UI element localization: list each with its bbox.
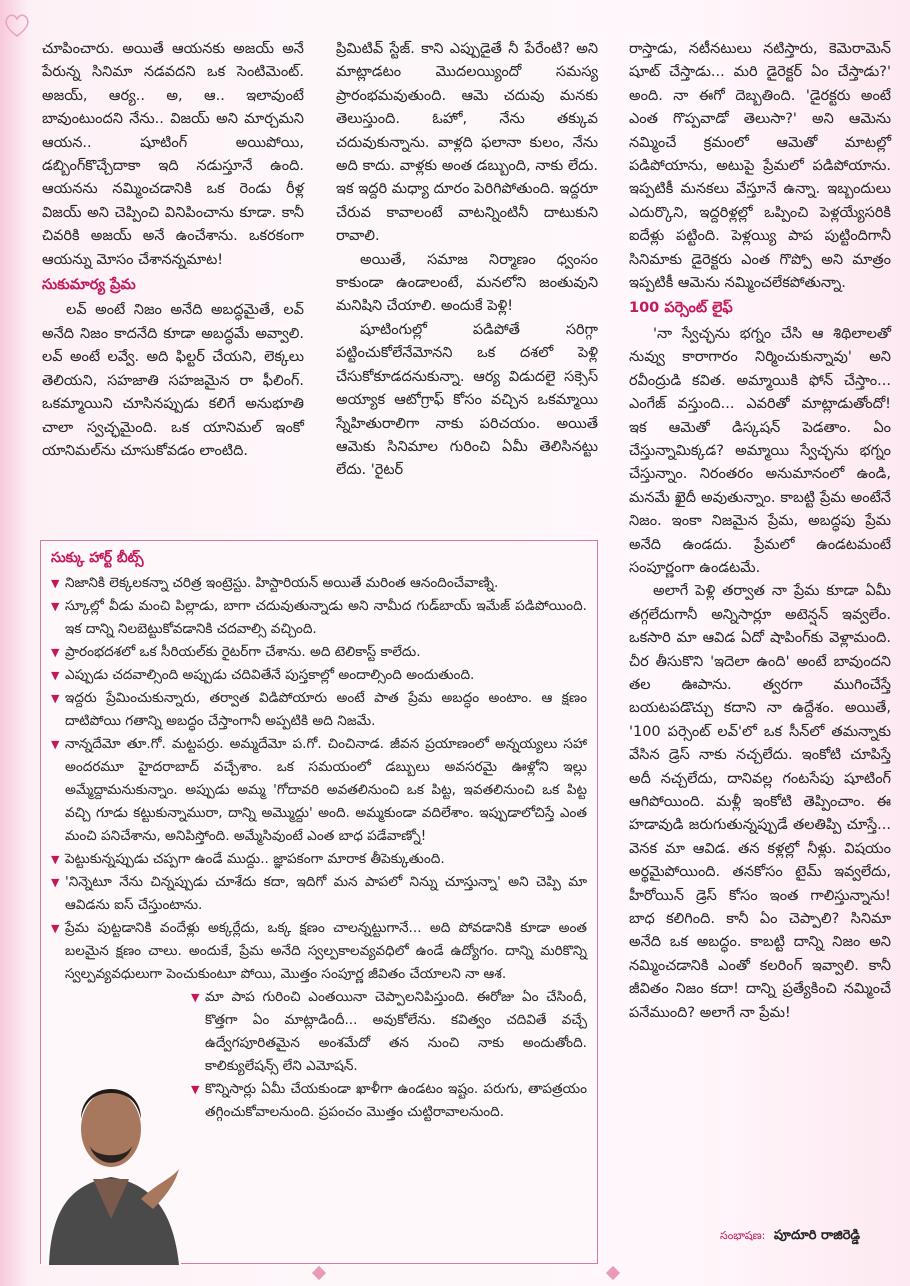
box-bullet-lower: ▼ మా పాప గురించి ఎంతయినా చెప్పాలనిపిస్తుంది. ఈరోజు ఏం చేసిందీ, కొత్తగా ఏం మాట్లాడిందీ... అవుకోలేను. కవిత్వం చదివితే వచ్చే ఉద్వేగపూరితమైన అంశమేదో తన నుంచి నాకు అందుతోంది. కాలిక్యులేషన్స్ లేని ఎమోషన్.: [191, 986, 587, 1078]
col3-paragraph-2: 'నా స్వేచ్ఛను భగ్నం చేసి ఆ శిథిలాలతో నువ్వు కారాగారం నిర్మించుకున్నావు' అని రవీంద్రుడి కవిత. అమ్మాయికి ఫోన్ చేస్తాం... ఎంగేజ్ వస్తుంది... ఎవరితో మాట్లాడుతోందో! ఇక ఆమెతో డిస్కషన్ పెడతాం. ఏం చేస్తున్నామిక్కడ? అమ్మాయి స్వేచ్ఛను భగ్నం చేస్తున్నాం. నిరంతరం అనుమానంలో ఉండి, మనమే ఖైదీ అవుతున్నాం. కాబట్టి ప్రేమ అంటేనే నిజం. ఇంకా నిజమైన ప్రేమ, అబద్ధపు ప్రేమ అనేది ఉండదు. ప్రేమలో ఉండటమంటే సంపూర్ణంగా ఉండటమే.: [629, 325, 891, 576]
triangle-bullet-icon: ▼: [191, 991, 200, 1004]
col2-paragraph-1: ప్రిమిటివ్ స్టేజ్. కాని ఎప్పుడైతే నీ పేరేంటి? అని మాట్లాడటం మొదలయ్యిందో సమస్య ప్రారంభమవుతుంది. ఆమె చదువు మనకు తెలుస్తుంది. ఓహో, నేను తక్కువ చదువుకున్నాను. వాళ్లది ఫలానా కులం, నేను అది కాదు. వాళ్లకు అంత డబ్బుంది, నాకు లేదు. ఇక ఇద్దరి మధ్యా దూరం పెరిగిపోతుంది. ఇద్దరూ చేరువ కావాలంటే వాటన్నింటినీ దాటుకుని రావాలి.: [336, 41, 598, 245]
diamond-ornament-icon: [606, 1266, 620, 1280]
box-bullet: ▼ నిజానికి లెక్కలకన్నా చరిత్ర ఇంట్రెస్టు. హిస్టారియన్ అయితే మరింత ఆనందించేవాణ్ని.: [51, 572, 587, 595]
col3-paragraph-3: అలాగే పెళ్లి తర్వాత నా ప్రేమ కూడా ఏమీ తగ్గలేదుగానీ అన్నిసార్లూ అటెన్షన్ ఇవ్వలేం. ఒకసారి మా ఆవిడ ఏదో షాపింగ్‌కు వెళ్లామంది. చీర తీసుకొని 'ఇదెలా ఉంది' అంటే బావుందని తల ఊపాను. త్వరగా ముగించేస్తే బయటపడొచ్చు కదాని నా ఉద్దేశం. అయితే, '100 పర్సెంట్ లవ్'లో ఒక సీన్‌లో తమన్నాకు వేసిన డ్రెస్ నాకు నచ్చలేదు. ఇంకోటి చూపిస్తే అదీ నచ్చలేదు, దానివల్ల గంటసేపు షూటింగ్ ఆగిపోయింది. మళ్లీ ఇంకోటి తెప్పించాం. ఈ హడావుడి జరుగుతున్నప్పుడే తలతిప్పి చూస్తే... వెనక మా ఆవిడ. తన కళ్లల్లో నీళ్లు. విషయం అర్థమైపోయింది. తనకోసం టైమ్ ఇవ్వలేదు, హీరోయిన్ డ్రెస్ కోసం ఇంత గాలిస్తున్నాను! బాధ కలిగింది. కానీ ఏం చెప్పాలి? సినిమా అనేది ఒక అబద్ధం. కాబట్టి దాన్ని నిజం అని నమ్మించడానికి ఎంతో కలరింగ్ ఇవ్వాలి. కానీ జీవితం నిజం కదా! దాన్ని ప్రత్యేకించి నమ్మించే పనేముంది? అలాగే నా ప్రేమ!: [629, 583, 891, 1021]
box-bullet: ▼ నాన్నదేమో తూ.గో. మట్టపర్రు. అమ్మదేమో ప.గో. చించినాడ. జీవన ప్రయాణంలో అన్నయ్యలు సహా అందరమూ హైదరాబాద్ వచ్చేశాం. ఒక సమయంలో డబ్బులు అవసరమై ఊళ్లోని ఇల్లు అమ్మేద్దామనుకున్నాం. అప్పుడు అమ్మ 'గోదావరి అవతలినుంచి ఒక పిట్ట, ఇవతలినుంచి ఒక పిట్ట వచ్చి గూడు కట్టుకున్నామురా, దాన్ని అమ్మొద్దు' అంది. అమ్మకుండా వదిలేశాం. ఇప్పుడాలోచిస్తే ఎంత మంచి పనిచేశాను, అనిపిస్తోంది. అమ్మేసివుంటే ఎంత బాధ పడేవాణ్నో!: [51, 733, 587, 848]
credit-label: సంభాషణ:: [720, 1229, 766, 1242]
triangle-bullet-icon: ▼: [191, 1083, 200, 1096]
triangle-bullet-icon: ▼: [51, 600, 60, 613]
column-2: [336, 38, 598, 483]
triangle-bullet-icon: ▼: [51, 922, 60, 935]
triangle-bullet-icon: ▼: [51, 646, 60, 659]
box-bullet-lower: ▼ కొన్నిసార్లు ఏమీ చేయకుండా ఖాళీగా ఉండటం ఇష్టం. పరుగు, తాపత్రయం తగ్గించుకోవాలనుంది. ప్రపంచం మొత్తం చుట్టిరావాలనుంది.: [191, 1078, 587, 1124]
section-heading-100-percent-life: 100 పర్సెంట్ లైఫ్: [629, 300, 733, 317]
box-bullet: ▼ పెట్టుకున్నప్పుడు చప్పగా ఉండే ముద్దు.. జ్ఞాపకంగా మారాక తీపెక్కుతుంది.: [51, 848, 587, 871]
column-3: [629, 38, 891, 1025]
section-heading-sukumarya-prema: సుకుమార్య ప్రేమ: [42, 277, 136, 294]
heart-ornament-icon: [2, 10, 32, 40]
triangle-bullet-icon: ▼: [51, 738, 60, 751]
box-bullet: ▼ స్కూల్లో వీడు మంచి పిల్లాడు, బాగా చదువుతున్నాడు అని నామీద గుడ్‌బాయ్ ఇమేజ్ పడిపోయింది. ఇక దాన్ని నిలబెట్టుకోవడానికి చదవాల్సి వచ్చింది.: [51, 595, 587, 641]
triangle-bullet-icon: ▼: [51, 692, 60, 705]
director-photo: [41, 1019, 181, 1265]
col2-paragraph-2: అయితే, సమాజ నిర్మాణం ధ్వంసం కాకుండా ఉండాలంటే, మనలోని జంతువుని మనిషిని చేయాలి. అందుకే పెళ్లి!: [336, 251, 598, 315]
box-bullet: ▼ ప్రారంభదశలో ఒక సీరియల్‌కు రైటర్‌గా చేశాను. అది టెలికాస్ట్ కాలేదు.: [51, 641, 587, 664]
credit-name: పూదూరి రాజిరెడ్డి: [773, 1228, 861, 1243]
box-bullet: ▼ 'నిన్నెటూ నేను చిన్నప్పుడు చూశేదు కదా, ఇదిగో మన పాపలో నిన్ను చూస్తున్నా' అని చెప్పి మా ఆవిడను ఐస్ చేస్తుంటాను.: [51, 871, 587, 917]
col3-paragraph-1: రాస్తాడు, నటీనటులు నటిస్తారు, కెమెరామెన్ షూట్ చేస్తాడు... మరి డైరెక్టర్ ఏం చేస్తాడు?' అంది. నా ఈగో దెబ్బతింది. 'డైరక్టరు అంటే ఎంత గొప్పవాడో తెలుసా?' అని ఆమెను నమ్మించే క్రమంలో ఆమెతో మాటల్లో పడిపోయాను, అటుపై ప్రేమలో పడిపోయాను. ఇప్పటికీ మనకలు వేస్తూనే ఉన్నా. ఇబ్బందులు ఎదుర్కొని, ఇద్దరిళ్లల్లో ఒప్పించి పెళ్లయ్యేసరికి ఐదేళ్లు పట్టింది. పెళ్లయ్యి పాప పుట్టిందిగానీ సినిమాకు డైరెక్టరు ఎంత గొప్పో అని మాత్రం ఇప్పటికీ ఆమెను నమ్మించలేకపోతున్నా.: [629, 41, 891, 292]
box-bullet: ▼ ఎప్పుడు చదవాల్సింది అప్పుడు చదివితేనే పుస్తకాల్లో అందాల్సింది అందుతుంది.: [51, 664, 587, 687]
heart-beats-box: [40, 540, 598, 1264]
col1-paragraph-2: లవ్ అంటే నిజం అనేది అబద్ధమైతే, లవ్ అనేది నిజం కాదనేది కూడా అబద్ధమే అవ్వాలి. లవ్ అంటే లవ్వే. అది ఫిల్టర్ చేయని, లెక్కలు తెలియని, సహజాతి సహజమైన రా ఫీలింగ్. ఒకమ్మాయిని చూసినప్పుడు కలిగే అనుభూతి చాలా స్వచ్ఛమైంది. ఒక యానిమల్ ఇంకో యానిమల్‌ను చూసుకోవడం లాంటిది.: [42, 302, 304, 459]
triangle-bullet-icon: ▼: [51, 853, 60, 866]
col2-paragraph-3: షూటింగుల్లో పడిపోతే సరిగ్గా పట్టించుకోలేనేమోనని ఒక దశలో పెళ్లి చేసుకోకూడదనుకున్నా. ఆర్య విడుదలై సక్సెస్ అయ్యాక ఆటోగ్రాఫ్ కోసం వచ్చిన ఒకమ్మాయి స్నేహితురాలిగా నాకు పరిచయం. అయితే ఆమెకు సినిమాల గురించి ఏమీ తెలిసినట్టు లేదు. 'రైటర్: [336, 321, 598, 479]
triangle-bullet-icon: ▼: [51, 669, 60, 682]
diamond-ornament-icon: [312, 1266, 326, 1280]
box-bullet: ▼ ప్రేమ పుట్టడానికి వందేళ్లు అక్కర్లేదు, ఒక్క క్షణం చాలన్నట్టుగానే... అది పోవడానికి కూడా అంత బలమైన క్షణం చాలు. అందుకే, ప్రేమ అనేది స్వల్పకాలవ్యవధిలో ఉండే ఉద్యోగం. దాన్ని మరికొన్ని స్వల్పవ్యవధులుగా పెంచుకుంటూ పోయి, మొత్తం సంపూర్ణ జీవితం చేయాలని నా ఆశ.: [51, 917, 587, 986]
box-bullet: ▼ ఇద్దరు ప్రేమించుకున్నారు, తర్వాత విడిపోయారు అంటే పాత ప్రేమ అబద్ధం అంటాం. ఆ క్షణం దాటిపోయి గతాన్ని అబద్ధం చేస్తాంగానీ అప్పటికి అది నిజమే.: [51, 687, 587, 733]
col1-paragraph-1: చూపించారు. అయితే ఆయనకు అజయ్ అనే పేరున్న సినిమా నడవదని ఒక సెంటిమెంట్. అజయ్, ఆర్య.. అ, ఆ.. ఇలావుంటే బావుంటుందని నేను.. విజయ్ అని మార్చమని ఆయన.. షూటింగ్ అయిపోయి, డబ్బింగ్‌కొచ్చేదాకా ఇది నడుస్తూనే ఉంది. ఆయనను నమ్మించడానికి ఒక రెండు రీళ్ల విజయ్ అని చెప్పించి వినిపించాను కూడా. కానీ చివరికి అజయ్ అనే ఉంచేశాను. ఒకరకంగా ఆయన్ను మోసం చేశానన్నమాట!: [42, 41, 304, 268]
box-title: సుక్కు హార్ట్ బీట్స్: [51, 550, 144, 566]
triangle-bullet-icon: ▼: [51, 876, 60, 889]
column-1: [42, 38, 304, 463]
interview-credit: [720, 1228, 860, 1246]
triangle-bullet-icon: ▼: [51, 577, 60, 590]
